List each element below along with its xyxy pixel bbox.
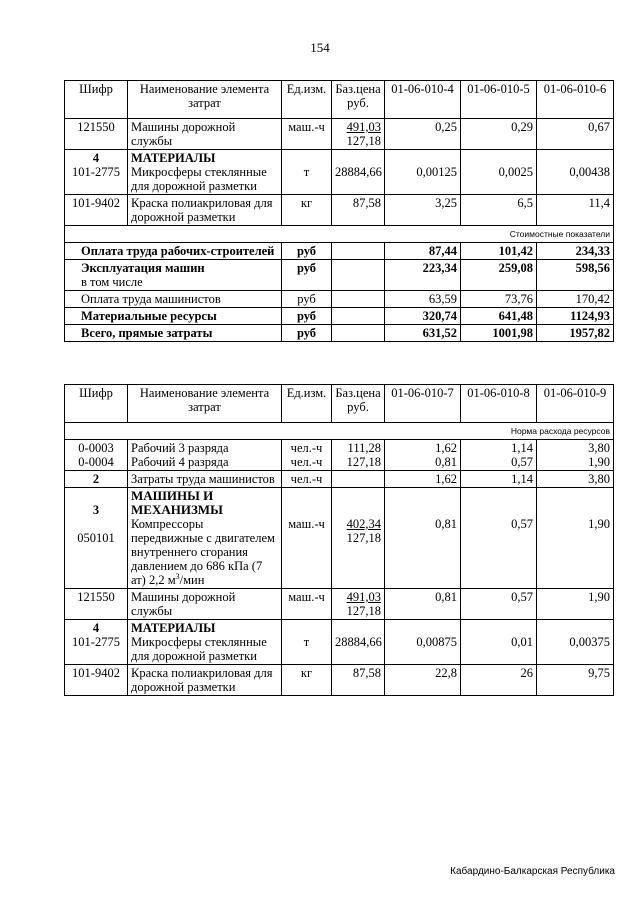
resource-table-2	[64, 384, 614, 696]
summary-value: 631,52	[385, 325, 461, 342]
norm-label: Норма расхода ресурсов	[65, 423, 614, 440]
resource-value: 0,00438	[537, 150, 614, 195]
resource-name: МАШИНЫ И МЕХАНИЗМЫ Компрессоры передвижные с двигателем внутреннего сгорания давлением до 686 кПа (7 ат) 2,2 $м^3$/мин	[128, 488, 282, 589]
section-title: МАТЕРИАЛЫ	[131, 621, 216, 635]
resource-price: 491,03 127,18	[332, 589, 385, 620]
resource-unit: чел.-ч	[282, 471, 332, 488]
header-unit: Ед.изм.	[282, 81, 332, 119]
section-number: 4 101-2775	[65, 620, 128, 665]
section-number: 4 101-2775	[65, 150, 128, 195]
header-code: Шифр	[65, 385, 128, 423]
page-number: 154	[310, 40, 330, 55]
summary-row	[65, 243, 614, 260]
resource-code: 121550	[65, 589, 128, 620]
table-row	[65, 440, 614, 471]
summary-price	[332, 308, 385, 325]
header-column: 01-06-010-4	[385, 81, 461, 119]
resource-value: 1,62	[385, 471, 461, 488]
resource-value: 0,25	[385, 119, 461, 150]
summary-unit: руб	[282, 325, 332, 342]
summary-value: 259,08	[461, 260, 537, 291]
section-title: МАШИНЫ И МЕХАНИЗМЫ	[131, 488, 223, 517]
resource-name: Краска полиакриловая для дорожной разметки	[128, 195, 282, 226]
summary-row	[65, 308, 614, 325]
resource-price: 28884,66	[332, 150, 385, 195]
resource-unit: т	[282, 150, 332, 195]
resource-code: 2	[65, 471, 128, 488]
resource-code: 0-0003 0-0004	[65, 440, 128, 471]
resource-value: 22,8	[385, 665, 461, 696]
header-name: Наименование элемента затрат	[128, 385, 282, 423]
header-column: 01-06-010-9	[537, 385, 614, 423]
resource-unit: маш.-ч	[282, 119, 332, 150]
header-price: Баз.цена руб.	[332, 81, 385, 119]
resource-value: 0,00125	[385, 150, 461, 195]
resource-value: 1,90	[537, 589, 614, 620]
summary-value: 170,42	[537, 291, 614, 308]
summary-row	[65, 325, 614, 342]
resource-name: МАТЕРИАЛЫ Микросферы стеклянные для дорожной разметки	[128, 620, 282, 665]
resource-value: 0,81	[385, 589, 461, 620]
table-row	[65, 665, 614, 696]
resource-price: 87,58	[332, 195, 385, 226]
price-bottom: 127,18	[346, 134, 381, 148]
resource-price: 87,58	[332, 665, 385, 696]
summary-price	[332, 243, 385, 260]
resource-value: 0,57	[461, 589, 537, 620]
resource-value: 3,25	[385, 195, 461, 226]
summary-name: Всего, прямые затраты	[65, 325, 282, 342]
resource-value: 0,67	[537, 119, 614, 150]
header-price: Баз.цена руб.	[332, 385, 385, 423]
resource-unit: маш.-ч	[282, 488, 332, 589]
summary-value: 1124,93	[537, 308, 614, 325]
resource-price	[332, 471, 385, 488]
resource-value: 1,90	[537, 488, 614, 589]
header-column: 01-06-010-7	[385, 385, 461, 423]
resource-code: 121550	[65, 119, 128, 150]
resource-value: 3,80 1,90	[537, 440, 614, 471]
resource-name: Машины дорожной службы	[128, 589, 282, 620]
resource-unit: кг	[282, 665, 332, 696]
resource-value: 26	[461, 665, 537, 696]
summary-unit: руб	[282, 308, 332, 325]
section-title: МАТЕРИАЛЫ	[131, 151, 216, 165]
table-row	[65, 119, 614, 150]
resource-name: МАТЕРИАЛЫ Микросферы стеклянные для дорожной разметки	[128, 150, 282, 195]
resource-value: 0,00875	[385, 620, 461, 665]
summary-value: 73,76	[461, 291, 537, 308]
summary-row	[65, 291, 614, 308]
header-unit: Ед.изм.	[282, 385, 332, 423]
summary-value: 234,33	[537, 243, 614, 260]
resource-price: 28884,66	[332, 620, 385, 665]
summary-unit: руб	[282, 260, 332, 291]
resource-unit: т	[282, 620, 332, 665]
resource-value: 0,0025	[461, 150, 537, 195]
resource-name: Краска полиакриловая для дорожной разметки	[128, 665, 282, 696]
summary-value: 63,59	[385, 291, 461, 308]
resource-price: 402,34 127,18	[332, 488, 385, 589]
resource-name: Затраты труда машинистов	[128, 471, 282, 488]
resource-value: 9,75	[537, 665, 614, 696]
resource-value: 0,81	[385, 488, 461, 589]
resource-name: Машины дорожной службы	[128, 119, 282, 150]
summary-price	[332, 260, 385, 291]
header-column: 01-06-010-6	[537, 81, 614, 119]
section-number: 3 050101	[65, 488, 128, 589]
header-column: 01-06-010-8	[461, 385, 537, 423]
price-top: 491,03	[346, 120, 381, 134]
summary-row	[65, 260, 614, 291]
resource-unit: кг	[282, 195, 332, 226]
summary-price	[332, 325, 385, 342]
resource-unit: маш.-ч	[282, 589, 332, 620]
summary-name: Оплата труда рабочих-строителей	[65, 243, 282, 260]
summary-unit: руб	[282, 291, 332, 308]
resource-value: 11,4	[537, 195, 614, 226]
resource-price: 111,28 127,18	[332, 440, 385, 471]
resource-value: 3,80	[537, 471, 614, 488]
resource-value: 6,5	[461, 195, 537, 226]
summary-value: 223,34	[385, 260, 461, 291]
resource-price	[332, 119, 385, 150]
resource-unit: чел.-ч чел.-ч	[282, 440, 332, 471]
summary-value: 1957,82	[537, 325, 614, 342]
header-code: Шифр	[65, 81, 128, 119]
summary-value: 101,42	[461, 243, 537, 260]
resource-value: 0,01	[461, 620, 537, 665]
summary-unit: руб	[282, 243, 332, 260]
table-row	[65, 195, 614, 226]
summary-value: 598,56	[537, 260, 614, 291]
summary-name: Материальные ресурсы	[65, 308, 282, 325]
section-row	[65, 488, 614, 589]
table-row	[65, 589, 614, 620]
footer-region-name: Кабардино-Балкарская Республика	[450, 866, 615, 877]
section-row	[65, 150, 614, 195]
summary-value: 641,48	[461, 308, 537, 325]
summary-name: Эксплуатация машин в том числе	[65, 260, 282, 291]
header-column: 01-06-010-5	[461, 81, 537, 119]
summary-value: 1001,98	[461, 325, 537, 342]
resource-code: 101-9402	[65, 665, 128, 696]
resource-value: 1,14	[461, 471, 537, 488]
summary-name: Оплата труда машинистов	[65, 291, 282, 308]
summary-value: 320,74	[385, 308, 461, 325]
table-row	[65, 471, 614, 488]
summary-price	[332, 291, 385, 308]
resource-value: 1,14 0,57	[461, 440, 537, 471]
summary-value: 87,44	[385, 243, 461, 260]
resource-value: 1,62 0,81	[385, 440, 461, 471]
resource-name: Рабочий 3 разряда Рабочий 4 разряда	[128, 440, 282, 471]
resource-value: 0,00375	[537, 620, 614, 665]
section-row	[65, 620, 614, 665]
resource-value: 0,29	[461, 119, 537, 150]
resource-value: 0,57	[461, 488, 537, 589]
resource-table-1	[64, 80, 614, 342]
header-name: Наименование элемента затрат	[128, 81, 282, 119]
cost-indicators-label: Стоимостные показатели	[65, 226, 614, 243]
resource-code: 101-9402	[65, 195, 128, 226]
